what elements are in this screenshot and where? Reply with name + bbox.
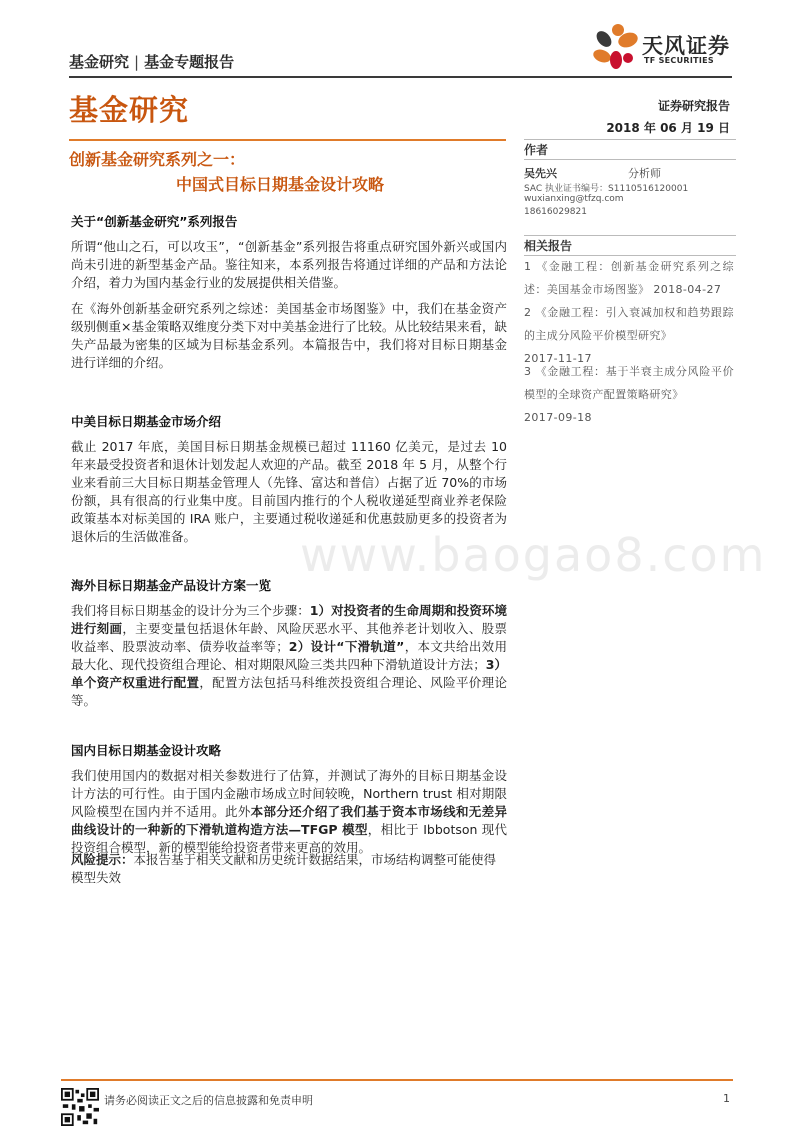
related-report-date: 2017-11-17 <box>524 352 592 365</box>
author-sac-number: SAC 执业证书编号：S1110516120001 <box>524 184 689 194</box>
section-domestic-design <box>71 741 507 857</box>
risk-text: 本报告基于相关文献和历史统计数据结果，市场结构调整可能使得模型失效 <box>71 852 497 885</box>
related-reports-heading: 相关报告 <box>524 239 573 253</box>
report-subtitle-line1: 创新基金研究系列之一： <box>69 150 246 169</box>
risk-warning <box>71 851 507 887</box>
text-run-bold: 3）单个资产权重进行配置 <box>71 657 507 690</box>
related-report-title: 1 《金融工程：创新基金研究系列之综述：美国基金市场图鉴》 <box>524 260 734 296</box>
section-series-intro <box>71 212 507 372</box>
section-market-intro <box>71 412 507 546</box>
header-breadcrumb <box>69 51 234 72</box>
related-report-item[interactable] <box>524 255 734 301</box>
report-date: 2018 年 06 月 19 日 <box>606 121 730 135</box>
author-heading: 作者 <box>524 143 549 157</box>
risk-label: 风险提示： <box>71 852 134 867</box>
sidebar-divider <box>524 235 736 236</box>
paragraph <box>71 602 507 710</box>
logo-name-cn: 天风证券 <box>642 34 730 58</box>
section-heading: 国内目标日期基金设计攻略 <box>71 743 222 758</box>
author-name: 吴先兴 <box>524 167 557 180</box>
paragraph <box>71 767 507 857</box>
related-report-title: 3 《金融工程：基于半衰主成分风险平价模型的全球资产配置策略研究》 <box>524 365 734 401</box>
tf-securities-logo <box>590 22 730 70</box>
sidebar-divider <box>524 159 736 160</box>
text-run: 我们使用国内的数据对相关参数进行了估算，并测试了海外的目标日期基金设计方法的可行性。由于国内金融市场成立时间较晚，Northern trust 相对期限风险模型在国内并不适用。此外 <box>71 768 507 819</box>
paragraph: 在《海外创新基金研究系列之综述：美国基金市场图鉴》中，我们在基金资产级别侧重×基金策略双维度分类下对中美基金进行了比较。从比较结果来看，缺失产品最为密集的区域为目标基金系列。本篇报告中，我们将对目标日期基金进行详细的介绍。 <box>71 301 507 370</box>
header-category: 基金专题报告 <box>144 53 235 71</box>
report-subtitle-line2: 中国式目标日期基金设计攻略 <box>176 175 385 194</box>
text-run: ，本文共给出效用最大化、现代投资组合理论、相对期限风险三类共四种下滑轨道设计方法； <box>71 639 507 672</box>
text-run: ，主要变量包括退休年龄、风险厌恶水平、其他养老计划收入、股票收益率、股票波动率、债券收益率等； <box>71 621 507 654</box>
title-divider <box>69 139 506 141</box>
related-report-date: 2017-09-18 <box>524 411 592 424</box>
page-title: 基金研究 <box>69 93 190 127</box>
footer-divider <box>61 1079 733 1081</box>
text-run-bold: 本部分还介绍了我们基于资本市场线和无差异曲线设计的一种新的下滑轨道构造方法—TFGP 模型 <box>71 804 507 837</box>
text-run-bold: 2）设计“下滑轨道” <box>288 639 405 654</box>
header-divider <box>69 76 732 78</box>
header-section: 基金研究 <box>69 53 130 71</box>
qr-code-icon <box>61 1088 99 1126</box>
related-report-title: 2 《金融工程：引入衰减加权和趋势跟踪的主成分风险平价模型研究》 <box>524 306 734 342</box>
paragraph: 截止 2017 年底，美国目标日期基金规模已超过 11160 亿美元，是过去 10 年来最受投资者和退休计划发起人欢迎的产品。截至 2018 年 5 月，从整个行业来看前三大目标日期基金管理人（先锋、富达和普信）占据了近 70%的市场份额，具有很高的行业集中度。目前国内推行的个人税收递延型商业养老保险政策基本对标美国的 IRA 账户，主要通过税收递延和优惠鼓励更多的投资者为退休后的生活做准备。 <box>71 439 507 544</box>
text-run: ，相比于 Ibbotson 现代投资组合模型，新的模型能给投资者带来更高的效用。 <box>71 822 507 855</box>
logo-name-en: TF SECURITIES <box>644 56 714 65</box>
author-phone: 18616029821 <box>524 207 587 217</box>
related-report-item[interactable] <box>524 360 734 429</box>
footer-disclaimer: 请务必阅读正文之后的信息披露和免责申明 <box>104 1094 313 1107</box>
flower-logo-icon <box>590 22 640 70</box>
related-report-date: 2018-04-27 <box>653 283 722 296</box>
text-run: ，配置方法包括马科维茨投资组合理论、风险平价理论等。 <box>71 675 507 708</box>
text-run: 我们将目标日期基金的设计分为三个步骤： <box>71 603 310 618</box>
section-heading: 海外目标日期基金产品设计方案一览 <box>71 578 272 593</box>
sidebar-divider <box>524 139 736 140</box>
section-heading: 中美目标日期基金市场介绍 <box>71 414 222 429</box>
section-overseas-design <box>71 576 507 710</box>
paragraph: 所谓“他山之石，可以攻玉”，“创新基金”系列报告将重点研究国外新兴或国内尚未引进的新型基金产品。鉴往知来，本系列报告将通过详细的产品和方法论介绍，着力为国内基金行业的发展提供相关借鉴。 <box>71 239 507 290</box>
section-heading: 关于“创新基金研究”系列报告 <box>71 214 238 229</box>
main-content <box>71 212 507 857</box>
watermark: www.baogao8.com <box>300 528 767 582</box>
text-run-bold: 1）对投资者的生命周期和投资环境进行刻画 <box>71 603 507 636</box>
header-separator: | <box>134 53 140 71</box>
report-type: 证券研究报告 <box>657 99 730 113</box>
author-email[interactable]: wuxianxing@tfzq.com <box>524 194 624 204</box>
page-number: 1 <box>723 1092 730 1105</box>
author-role: 分析师 <box>628 167 661 180</box>
